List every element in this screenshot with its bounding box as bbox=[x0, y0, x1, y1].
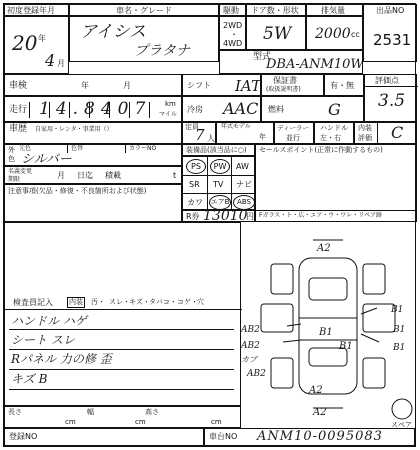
inspection-year-unit: 年 bbox=[81, 81, 89, 90]
reg-no-cell bbox=[4, 428, 204, 446]
mileage-cell bbox=[4, 96, 182, 122]
first-reg-month: 4 bbox=[45, 51, 56, 70]
ac-value: AAC bbox=[223, 99, 259, 118]
shift-label: シフト bbox=[187, 81, 211, 90]
inspector-label: 検査員記入 bbox=[13, 298, 53, 307]
first-reg-month-unit: 月 bbox=[57, 59, 65, 68]
model-year-cell bbox=[216, 122, 274, 144]
dealer-label: ディーラー bbox=[277, 124, 309, 132]
displacement-value: 2000 bbox=[315, 26, 351, 42]
score-label: 評価点 bbox=[375, 76, 399, 85]
r-ticket-unit: 円 bbox=[246, 212, 254, 221]
first-reg-label: 初度登録年月 bbox=[7, 6, 55, 15]
history-label: 車歴 bbox=[9, 124, 28, 134]
color-cell bbox=[4, 144, 182, 166]
inspection-label: 車検 bbox=[9, 81, 28, 91]
dim-length-unit: cm bbox=[65, 418, 76, 426]
handle-label: ハンドル bbox=[320, 124, 348, 132]
reg-no-label: 登録NO bbox=[9, 432, 38, 441]
inspector-tag-0: 内装 bbox=[69, 298, 83, 306]
dealer-parallel: 並行 bbox=[286, 134, 300, 142]
car-name-value: アイシス bbox=[80, 22, 146, 42]
history-sub: 自家用・レンタ・事業用（） bbox=[35, 126, 113, 133]
damage-mark-left-2: AB2 bbox=[241, 341, 260, 351]
door-label: ドア数・形状 bbox=[251, 6, 299, 15]
inspection-month-unit: 月 bbox=[123, 81, 131, 90]
warranty-cell bbox=[261, 74, 324, 96]
inspector-line-1: シート スレ bbox=[11, 333, 75, 347]
drive-4wd: 4WD bbox=[223, 39, 243, 48]
drive-label: 駆動 bbox=[223, 6, 239, 15]
car-name-cell bbox=[69, 16, 219, 62]
inspector-line-3: キズ B bbox=[11, 372, 48, 386]
mileage-unit-mile: マイル bbox=[159, 111, 177, 118]
equip-leather: カワ bbox=[187, 198, 203, 207]
first-reg-year: 20 bbox=[12, 31, 38, 55]
inspector-tag-2: スレ・ bbox=[109, 298, 130, 306]
warranty-label: 保証書 bbox=[273, 76, 297, 85]
chassis-cell bbox=[204, 428, 415, 446]
damage-mark-rear-2: A2 bbox=[313, 407, 327, 418]
spare-label: スペア bbox=[391, 421, 412, 429]
inspector-tag-1: 汚・ bbox=[91, 298, 105, 306]
dim-width-label: 幅 bbox=[87, 408, 94, 416]
door-value: 5W bbox=[263, 24, 292, 44]
color-value: シルバー bbox=[21, 152, 72, 167]
drive-cell bbox=[219, 16, 246, 50]
damage-mark-left-4: カブ bbox=[241, 355, 257, 364]
model-grade-label: 車名・グレード bbox=[116, 6, 172, 15]
interior-label-1: 内装 bbox=[358, 124, 372, 132]
drive-2wd: 2WD bbox=[223, 21, 243, 30]
capacity-value: 7 bbox=[195, 126, 205, 144]
r-ticket-cell bbox=[182, 210, 255, 222]
color-no-label: カラーNO bbox=[129, 145, 157, 152]
equip-ps: PS bbox=[186, 159, 206, 174]
dim-height-unit: cm bbox=[211, 418, 222, 426]
equip-sr: SR bbox=[189, 180, 200, 189]
dealer-cell bbox=[274, 122, 314, 144]
presence-label: 有・無 bbox=[330, 81, 354, 90]
name-change-cell bbox=[4, 166, 182, 184]
door-header-cell bbox=[246, 4, 306, 16]
equip-pw: PW bbox=[210, 159, 230, 174]
name-change-month: 月 bbox=[57, 171, 65, 180]
capacity-cell bbox=[182, 122, 216, 144]
equipment-grid bbox=[182, 156, 255, 210]
mileage-label: 走行 bbox=[9, 105, 28, 115]
model-type-cell bbox=[219, 50, 363, 74]
sales-point-label: セールスポイント(正常に作動するもの) bbox=[259, 146, 383, 154]
fuel-label: 燃料 bbox=[268, 105, 284, 114]
car-diagram bbox=[241, 222, 417, 429]
inspector-tag-3: キズ・ bbox=[129, 298, 150, 306]
car-grade-value: プラタナ bbox=[134, 43, 190, 59]
color-change-label: 色替 bbox=[71, 145, 84, 152]
displacement-header-cell bbox=[306, 4, 363, 16]
auction-inspection-sheet bbox=[3, 3, 416, 447]
dim-width-unit: cm bbox=[135, 418, 146, 426]
chassis-label: 車台NO bbox=[209, 432, 238, 441]
equip-navi: ナビ bbox=[236, 180, 252, 189]
color-outer-label: 外色 bbox=[8, 146, 15, 163]
damage-mark-front: A2 bbox=[317, 243, 331, 254]
shift-cell bbox=[182, 74, 261, 96]
lot-no-label: 出品NO bbox=[376, 6, 405, 15]
equip-airbag: エアB bbox=[209, 195, 231, 210]
handle-value: 左・右 bbox=[320, 134, 341, 142]
damage-mark-left-3: AB2 bbox=[247, 369, 266, 379]
equip-aw: AW bbox=[236, 162, 249, 171]
drive-dot: ・ bbox=[230, 30, 238, 39]
displacement-unit: cc bbox=[351, 30, 360, 39]
interior-label-2: 評価 bbox=[358, 134, 372, 142]
name-change-day: 日迄 bbox=[77, 171, 93, 180]
first-reg-header-cell bbox=[4, 4, 69, 16]
damage-mark-left-1: AB2 bbox=[241, 325, 260, 335]
inspector-tag-6: 穴 bbox=[197, 298, 204, 306]
score-value: 3.5 bbox=[378, 91, 406, 111]
notes-cell bbox=[4, 184, 182, 222]
displacement-label: 排気量 bbox=[321, 6, 345, 15]
shift-value: IAT bbox=[235, 77, 261, 95]
dim-height-label: 高さ bbox=[145, 408, 159, 416]
model-year-sub: 年式モデル bbox=[221, 123, 251, 130]
inspection-cell bbox=[4, 74, 182, 96]
mileage-value: 14.8407 bbox=[39, 99, 152, 119]
ac-label: 冷房 bbox=[187, 105, 203, 114]
glass-cell bbox=[255, 210, 417, 222]
damage-mark-center: B1 bbox=[319, 327, 333, 338]
chassis-value: ANM10-0095083 bbox=[257, 429, 383, 444]
damage-mark-right-1: B1 bbox=[391, 305, 404, 315]
door-cell bbox=[246, 16, 306, 50]
dim-length-label: 長さ bbox=[8, 408, 22, 416]
drive-header-cell bbox=[219, 4, 246, 16]
name-change-load: 積載 bbox=[105, 171, 121, 180]
lot-no-value: 2531 bbox=[373, 31, 412, 49]
ac-cell bbox=[182, 96, 261, 122]
mileage-unit-km: km bbox=[165, 100, 176, 108]
capacity-label: 定員 bbox=[185, 123, 199, 131]
equip-tv: TV bbox=[213, 180, 224, 189]
name-change-t: t bbox=[173, 171, 177, 180]
equipment-header-cell bbox=[182, 144, 255, 156]
model-type-value: DBA-ANM10W bbox=[266, 57, 364, 72]
displacement-cell bbox=[306, 16, 363, 50]
inspector-tag-4: タバコ・ bbox=[149, 298, 177, 306]
name-change-label: 名義変更期限 bbox=[8, 168, 33, 183]
notes-label: 注意事項(欠品・修復・不良箇所および状態) bbox=[8, 187, 147, 195]
model-grade-header-cell bbox=[69, 4, 219, 16]
model-year-unit: 年 bbox=[259, 133, 266, 141]
inspector-line-2: Rパネル 力の修 歪 bbox=[11, 352, 112, 366]
color-original-label: 元色 bbox=[19, 145, 32, 152]
inspector-line-0: ハンドル ハゲ bbox=[11, 314, 87, 328]
first-reg-cell bbox=[4, 16, 69, 74]
r-ticket-value: 13010 bbox=[203, 208, 248, 224]
capacity-unit: 人 bbox=[207, 134, 215, 143]
glass-footer: Fガラス・ト・広・エア・ウ・ワレ・リペア跡 bbox=[259, 212, 383, 219]
score-cell bbox=[364, 74, 417, 122]
model-type-label: 型式 bbox=[253, 52, 272, 62]
damage-mark-right-3: B1 bbox=[393, 343, 406, 353]
dims-cell bbox=[4, 406, 241, 428]
equip-abs: ABS bbox=[233, 195, 255, 210]
inspector-tag-5: コゲ・ bbox=[177, 298, 198, 306]
fuel-value: G bbox=[328, 100, 341, 119]
damage-mark-rear: A2 bbox=[309, 385, 323, 396]
history-cell bbox=[4, 122, 182, 144]
handle-cell bbox=[314, 122, 354, 144]
inspector-area bbox=[4, 222, 241, 406]
interior-cell bbox=[354, 122, 417, 144]
lot-no-cell bbox=[363, 4, 417, 62]
equipment-header: 装備品(該当品に○) bbox=[186, 146, 247, 154]
fuel-cell bbox=[261, 96, 364, 122]
presence-cell bbox=[324, 74, 364, 96]
damage-mark-right-2: B1 bbox=[393, 325, 406, 335]
damage-mark-left-center: B1 bbox=[339, 341, 353, 352]
interior-value: C bbox=[391, 123, 404, 142]
warranty-sub: (取扱説明書) bbox=[266, 86, 301, 93]
r-ticket-label: R券 bbox=[186, 212, 200, 221]
first-reg-year-unit: 年 bbox=[38, 34, 46, 43]
